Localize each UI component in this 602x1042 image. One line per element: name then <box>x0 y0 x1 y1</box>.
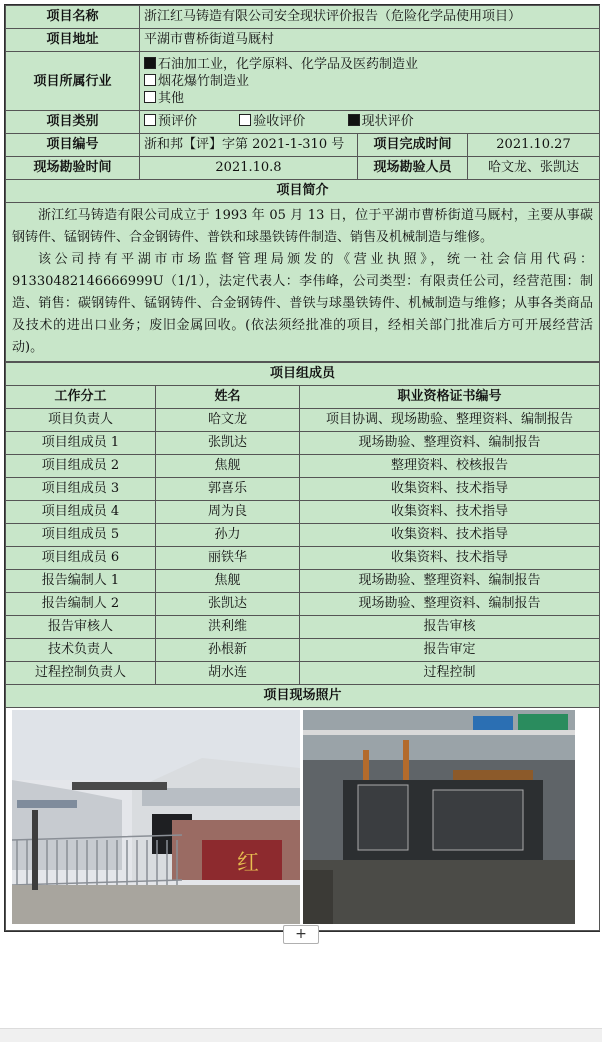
member-name: 哈文龙 <box>156 409 300 432</box>
industry-options <box>140 52 600 111</box>
table-row <box>6 524 600 547</box>
member-role: 项目组成员 4 <box>6 501 156 524</box>
unchecked-box-icon <box>144 114 156 126</box>
member-name: 孙力 <box>156 524 300 547</box>
members-header-name: 姓名 <box>156 386 300 409</box>
category-options <box>140 111 600 134</box>
project-address-value: 平湖市曹桥街道马厩村 <box>140 29 600 52</box>
checked-box-icon <box>348 114 360 126</box>
category-label: 项目类别 <box>6 111 140 134</box>
table-row <box>6 593 600 616</box>
industry-option-1[interactable]: 石油加工业，化学原料、化学品及医药制造业 <box>144 56 595 73</box>
member-duty: 收集资料、技术指导 <box>300 524 600 547</box>
member-name: 孙根新 <box>156 639 300 662</box>
members-header-role: 工作分工 <box>6 386 156 409</box>
members-header-cert: 职业资格证书编号 <box>300 386 600 409</box>
table-row <box>6 616 600 639</box>
table-row <box>6 570 600 593</box>
member-name: 周为良 <box>156 501 300 524</box>
member-role: 项目组成员 1 <box>6 432 156 455</box>
table-row <box>6 547 600 570</box>
member-name: 洪利维 <box>156 616 300 639</box>
checked-box-icon <box>144 57 156 69</box>
photos-title: 项目现场照片 <box>6 685 600 708</box>
member-role: 项目组成员 2 <box>6 455 156 478</box>
member-duty: 现场勘验、整理资料、编制报告 <box>300 593 600 616</box>
industry-option-2[interactable]: 烟花爆竹制造业 <box>144 73 595 90</box>
unchecked-box-icon <box>239 114 251 126</box>
intro-paragraph-1: 浙江红马铸造有限公司成立于 1993 年 05 月 13 日，位于平湖市曹桥街道马厩村，主要从事碳钢铸件、锰钢铸件、合金钢铸件、普铁和球墨铁铸件制造、销售及机械制造与维修。 <box>12 208 593 245</box>
intro-title: 项目简介 <box>6 180 600 203</box>
member-role: 项目组成员 5 <box>6 524 156 547</box>
category-option-3[interactable]: 现状评价 <box>348 114 414 129</box>
member-role: 技术负责人 <box>6 639 156 662</box>
member-duty: 现场勘验、整理资料、编制报告 <box>300 432 600 455</box>
complete-time-label: 项目完成时间 <box>358 134 468 157</box>
member-duty: 项目协调、现场勘验、整理资料、编制报告 <box>300 409 600 432</box>
table-row <box>6 409 600 432</box>
project-number-value: 浙和邦【评】字第 2021-1-310 号 <box>140 134 358 157</box>
project-number-label: 项目编号 <box>6 134 140 157</box>
complete-time-value: 2021.10.27 <box>468 134 600 157</box>
survey-people-value: 哈文龙、张凯达 <box>468 157 600 180</box>
member-role: 报告审核人 <box>6 616 156 639</box>
industry-label: 项目所属行业 <box>6 52 140 111</box>
table-row <box>6 662 600 685</box>
member-name: 焦舰 <box>156 455 300 478</box>
member-duty: 收集资料、技术指导 <box>300 501 600 524</box>
member-name: 丽铁华 <box>156 547 300 570</box>
survey-time-label: 现场勘验时间 <box>6 157 140 180</box>
table-row <box>6 639 600 662</box>
intro-paragraph-2: 该公司持有平湖市市场监督管理局颁发的《营业执照》，统一社会信用代码：91330482146666999U（1/1），法定代表人：李伟峰，公司类型：有限责任公司，经营范围：制造、销售：碳钢铸件、锰钢铸件、合金钢铸件、普铁与球墨铁铸件、机械制造与维修；从事各类商品及技术的进出口业务；废旧金属回收。(依法须经批准的项目，经相关部门批准后方可开展经营活动)。 <box>12 252 593 355</box>
photos-cell <box>6 708 600 931</box>
members-table <box>5 362 600 931</box>
gate-sign-text: 红 <box>237 851 260 876</box>
member-duty: 报告审核 <box>300 616 600 639</box>
add-button[interactable]: + <box>283 925 319 944</box>
member-duty: 收集资料、技术指导 <box>300 547 600 570</box>
member-name: 郭喜乐 <box>156 478 300 501</box>
table-row <box>6 501 600 524</box>
member-role: 过程控制负责人 <box>6 662 156 685</box>
member-name: 焦舰 <box>156 570 300 593</box>
intro-text <box>6 203 600 362</box>
member-name: 张凯达 <box>156 593 300 616</box>
survey-people-label: 现场勘验人员 <box>358 157 468 180</box>
bottom-scrollbar[interactable] <box>0 1028 602 1042</box>
project-address-label: 项目地址 <box>6 29 140 52</box>
member-role: 报告编制人 1 <box>6 570 156 593</box>
member-duty: 报告审定 <box>300 639 600 662</box>
project-name-value: 浙江红马铸造有限公司安全现状评价报告（危险化学品使用项目） <box>140 6 600 29</box>
survey-time-value: 2021.10.8 <box>140 157 358 180</box>
member-role: 项目组成员 3 <box>6 478 156 501</box>
report-sheet <box>4 4 600 932</box>
industry-option-3[interactable]: 其他 <box>144 90 595 107</box>
member-name: 胡水连 <box>156 662 300 685</box>
project-info-table <box>5 5 600 362</box>
category-option-2[interactable]: 验收评价 <box>239 114 305 129</box>
factory-gate-photo <box>12 710 300 924</box>
members-title: 项目组成员 <box>6 363 600 386</box>
unchecked-box-icon <box>144 91 156 103</box>
member-duty: 现场勘验、整理资料、编制报告 <box>300 570 600 593</box>
member-name: 张凯达 <box>156 432 300 455</box>
table-row <box>6 455 600 478</box>
workshop-equipment-photo <box>303 710 575 924</box>
member-duty: 收集资料、技术指导 <box>300 478 600 501</box>
member-duty: 整理资料、校核报告 <box>300 455 600 478</box>
member-role: 报告编制人 2 <box>6 593 156 616</box>
category-option-1[interactable]: 预评价 <box>144 114 197 129</box>
table-row <box>6 478 600 501</box>
member-role: 项目负责人 <box>6 409 156 432</box>
unchecked-box-icon <box>144 74 156 86</box>
table-row <box>6 432 600 455</box>
member-duty: 过程控制 <box>300 662 600 685</box>
project-name-label: 项目名称 <box>6 6 140 29</box>
member-role: 项目组成员 6 <box>6 547 156 570</box>
